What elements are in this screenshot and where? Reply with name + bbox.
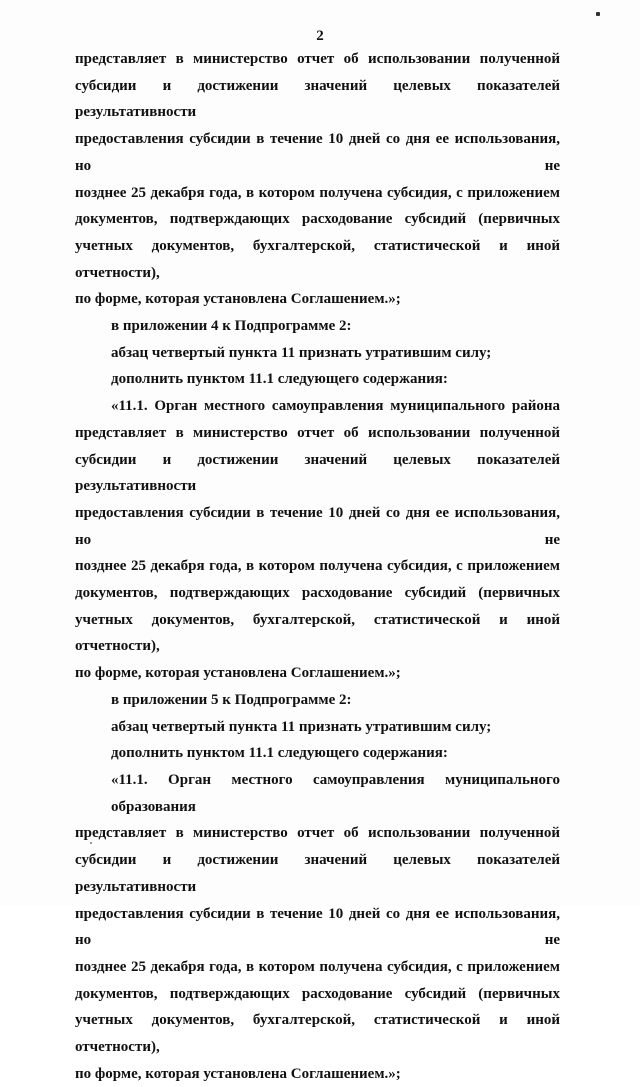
text-line: позднее 25 декабря года, в котором получена субсидия, с приложением (75, 184, 560, 201)
text-line: позднее 25 декабря года, в котором получена субсидия, с приложением (75, 958, 560, 975)
text-line: «11.1. Орган местного самоуправления муниципального образования (111, 771, 560, 815)
text-line: представляет в министерство отчет об использовании полученной (75, 424, 560, 441)
text-line: учетных документов, бухгалтерской, статистической и иной отчетности), (75, 1012, 560, 1056)
text-line: субсидии и достижении значений целевых показателей результативности (75, 852, 560, 895)
text-line: в приложении 4 к Подпрограмме 2: (111, 318, 352, 335)
text-line: документов, подтверждающих расходование субсидий (первичных (75, 585, 560, 602)
document-body (75, 46, 560, 1087)
paragraph (75, 366, 560, 393)
paragraph (75, 313, 560, 340)
text-line: документов, подтверждающих расходование субсидий (первичных (75, 211, 560, 228)
paragraph (75, 767, 560, 1087)
paragraph (75, 714, 560, 741)
paragraph (75, 740, 560, 767)
text-line: учетных документов, бухгалтерской, статистической и иной отчетности), (75, 237, 560, 281)
text-line: субсидии и достижении значений целевых показателей результативности (75, 77, 560, 121)
text-line: позднее 25 декабря года, в котором получена субсидия, с приложением (75, 558, 560, 575)
text-line: предоставления субсидии в течение 10 дней со дня ее использования, но не (75, 905, 560, 949)
text-line: по форме, которая установлена Соглашением.»; (75, 665, 401, 682)
text-line: по форме, которая установлена Соглашением.»; (75, 291, 401, 308)
text-line: по форме, которая установлена Соглашением.»; (75, 1065, 401, 1082)
text-line: «11.1. Орган местного самоуправления муниципального района (111, 398, 560, 415)
text-line: предоставления субсидии в течение 10 дней со дня ее использования, но не (75, 504, 560, 548)
text-line: дополнить пунктом 11.1 следующего содержания: (111, 371, 448, 388)
text-line: учетных документов, бухгалтерской, статистической и иной отчетности), (75, 611, 560, 655)
paragraph (75, 46, 560, 313)
paragraph (75, 340, 560, 367)
text-line: в приложении 5 к Подпрограмме 2: (111, 691, 352, 708)
paragraph (75, 687, 560, 714)
text-line: субсидии и достижении значений целевых показателей результативности (75, 451, 560, 495)
text-line: представляет в министерство отчет об использовании полученной (75, 825, 560, 842)
text-line: документов, подтверждающих расходование субсидий (первичных (75, 985, 560, 1002)
text-line: предоставления субсидии в течение 10 дней со дня ее использования, но не (75, 131, 560, 174)
text-line: абзац четвертый пункта 11 признать утратившим силу; (111, 344, 492, 361)
page-number: 2 (316, 28, 324, 44)
text-line: дополнить пунктом 11.1 следующего содержания: (111, 745, 448, 762)
paragraph (75, 393, 560, 687)
scan-speck (90, 842, 92, 844)
text-line: абзац четвертый пункта 11 признать утратившим силу; (111, 718, 492, 735)
scan-mark (596, 12, 600, 16)
text-line: представляет в министерство отчет об использовании полученной (75, 51, 560, 67)
